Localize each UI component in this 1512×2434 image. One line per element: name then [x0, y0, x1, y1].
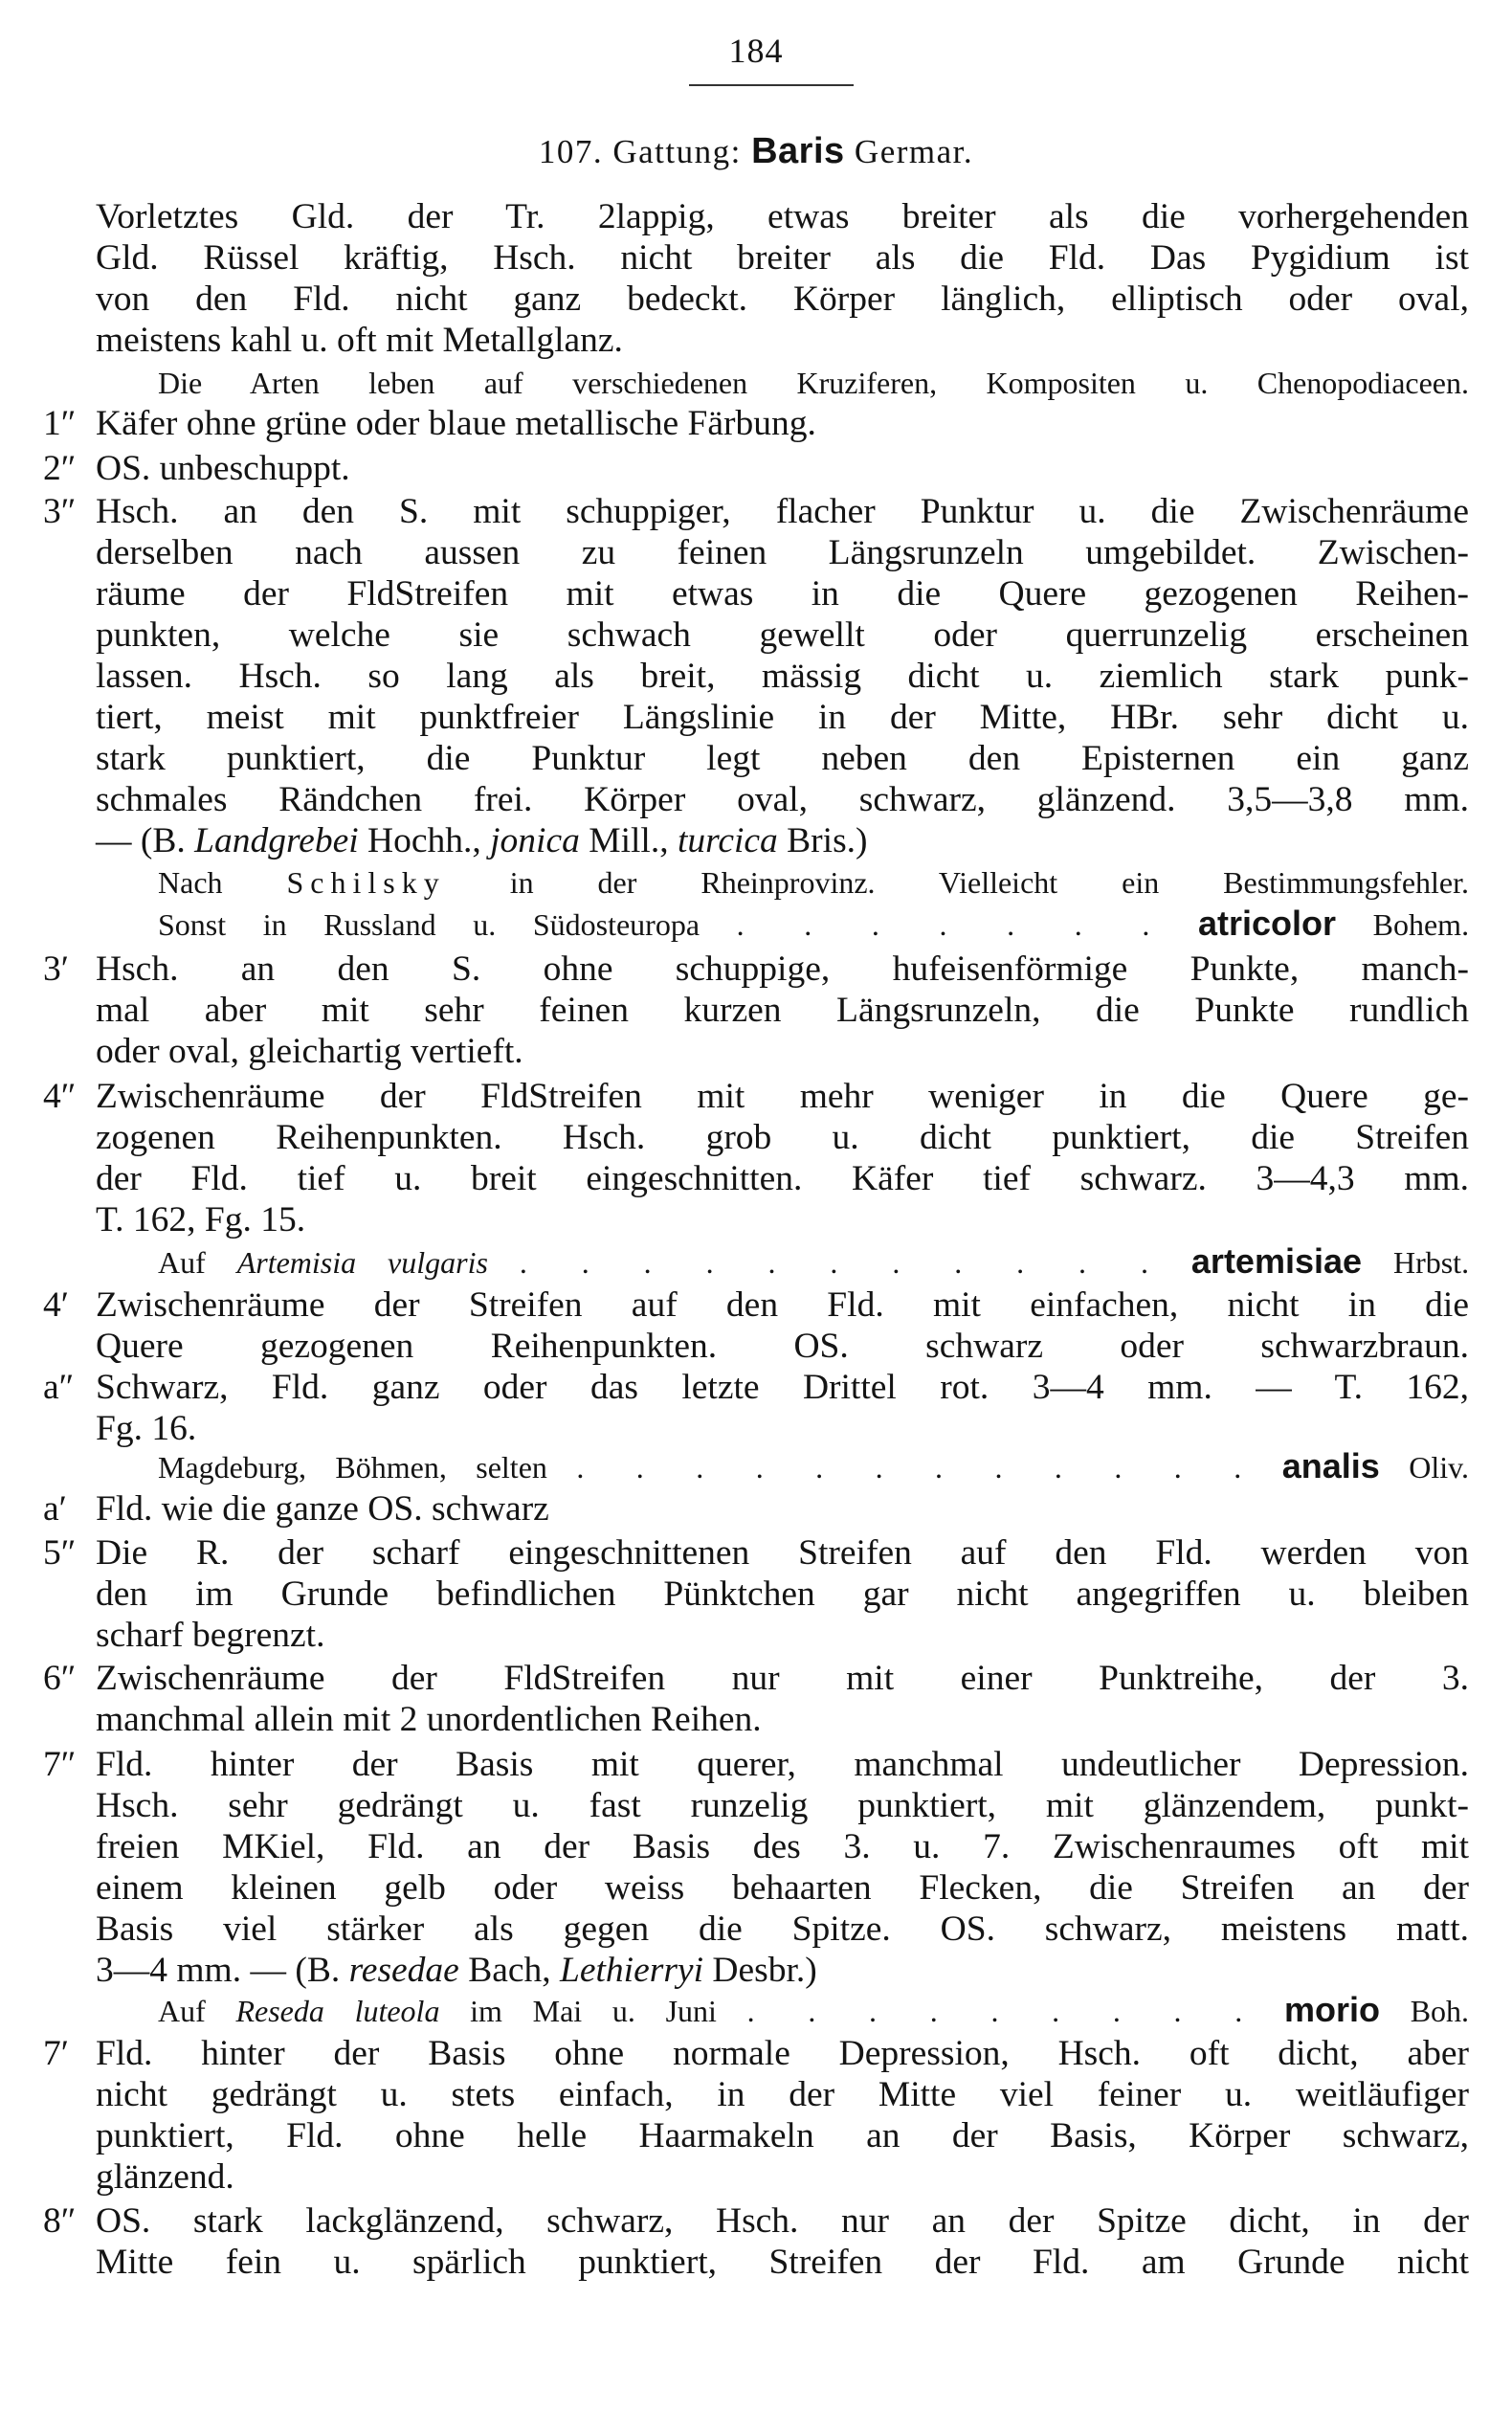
couplet-7-line	[43, 1744, 1469, 1786]
page-number-rule	[689, 84, 854, 86]
couplet-4b-line	[43, 1284, 1469, 1327]
couplet-4-line: der Fld. tief u. breit eingeschnitten. Käfer tief schwarz. 3—4,3 mm.	[96, 1159, 1469, 1198]
species-line	[158, 1989, 1469, 2032]
synonym-prefix: 3—4 mm. — (B.	[96, 1951, 341, 1990]
couplet-a-line: Fg. 16.	[96, 1409, 197, 1448]
couplet-7-line: freien MKiel, Fld. an der Basis des 3. u. 7. Zwischenraumes oft mit	[96, 1827, 1469, 1866]
host-plant: Reseda luteola	[235, 1994, 440, 2028]
couplet-text: OS. stark lackglänzend, schwarz, Hsch. nur an der Spitze dicht, in der	[96, 2201, 1469, 2241]
couplet-text: Zwischenräume der Streifen auf den Fld. mit einfachen, nicht in die	[96, 1285, 1469, 1325]
synonym-author: Bach,	[468, 1951, 551, 1990]
couplet-ab	[43, 1488, 1469, 1530]
couplet-4-line: T. 162, Fg. 15.	[96, 1200, 306, 1239]
couplet-mark: 3′	[43, 949, 69, 989]
couplet-7b-line: nicht gedrängt u. stets einfach, in der Mitte viel feiner u. weitläufiger	[96, 2075, 1469, 2114]
couplet-text: Zwischenräume der FldStreifen nur mit einer Punktreihe, der 3.	[96, 1659, 1469, 1698]
couplet-text: OS. unbeschuppt.	[96, 449, 350, 488]
couplet-3-line: tiert, meist mit punktfreier Längslinie in der Mitte, HBr. sehr dicht u.	[96, 698, 1469, 737]
couplet-7-line: Hsch. sehr gedrängt u. fast runzelig punktiert, mit glänzendem, punkt-	[96, 1786, 1469, 1825]
couplet-3-line: stark punktiert, die Punktur legt neben den Episternen ein ganz	[96, 739, 1469, 778]
couplet-3-line: punkten, welche sie schwach gewellt oder querrunzelig erscheinen	[96, 615, 1469, 655]
synonym-line	[96, 820, 1469, 862]
genus-author: Germar.	[854, 133, 974, 170]
synonym-author: Mill.,	[589, 821, 669, 860]
species-author: Hrbst.	[1392, 1245, 1470, 1280]
couplet-mark: 4″	[43, 1077, 77, 1116]
genus-heading	[0, 131, 1512, 172]
distribution-text: Sonst in Russland u. Südosteuropa	[158, 907, 700, 942]
synonym-name: Lethierryi	[560, 1951, 703, 1990]
couplet-3-line: derselben nach aussen zu feinen Längsrunzeln umgebildet. Zwischen-	[96, 533, 1469, 572]
couplet-7b-line: punktiert, Fld. ohne helle Haarmakeln an der Basis, Körper schwarz,	[96, 2116, 1469, 2155]
couplet-5-line	[43, 1532, 1469, 1574]
intro-line: Gld. Rüssel kräftig, Hsch. nicht breiter als die Fld. Das Pygidium ist	[96, 238, 1469, 278]
couplet-text: Fld. hinter der Basis ohne normale Depression, Hsch. oft dicht, aber	[96, 2034, 1469, 2073]
couplet-text: Hsch. an den S. ohne schuppige, hufeisenförmige Punkte, manch-	[96, 949, 1469, 989]
couplet-3b-line	[43, 949, 1469, 991]
couplet-6-line	[43, 1658, 1469, 1700]
leader-dots: . . . . . . .	[736, 907, 1162, 942]
couplet-text: Fld. hinter der Basis mit querer, manchmal undeutlicher Depression.	[96, 1745, 1469, 1784]
season-text: im Mai u. Juni	[470, 1994, 717, 2028]
couplet-text: Zwischenräume der FldStreifen mit mehr weniger in die Quere ge-	[96, 1077, 1469, 1116]
distribution-text: Magdeburg, Böhmen, selten	[158, 1450, 547, 1485]
note-text: in der Rheinprovinz. Vielleicht ein Bestimmungsfehler.	[509, 865, 1470, 900]
couplet-text: Die R. der scharf eingeschnittenen Streifen auf den Fld. werden von	[96, 1533, 1469, 1573]
synonym-line	[96, 1950, 1469, 1992]
couplet-3-line: lassen. Hsch. so lang als breit, mässig dicht u. ziemlich stark punk-	[96, 657, 1469, 696]
couplet-6-line: manchmal allein mit 2 unordentlichen Reihen.	[96, 1700, 762, 1739]
synonym-name: Landgrebei	[194, 821, 359, 860]
page-number: 184	[728, 32, 784, 70]
couplet-3-line	[43, 491, 1469, 533]
species-line	[158, 1445, 1469, 1488]
leader-dots: . . . . . . . . . . . .	[576, 1450, 1254, 1485]
couplet-mark: 1″	[43, 404, 77, 443]
couplet-text: Käfer ohne grüne oder blaue metallische Färbung.	[96, 404, 816, 443]
intro-line: meistens kahl u. oft mit Metallglanz.	[96, 321, 623, 360]
record-note	[158, 861, 1469, 904]
leader-dots: . . . . . . . . .	[746, 1994, 1255, 2028]
couplet-5-line: scharf begrenzt.	[96, 1616, 325, 1655]
couplet-7-line: Basis viel stärker als gegen die Spitze. OS. schwarz, meistens matt.	[96, 1909, 1469, 1949]
couplet-text: Hsch. an den S. mit schuppiger, flacher Punktur u. die Zwischenräume	[96, 492, 1469, 531]
species-name: artemisiae	[1190, 1241, 1363, 1281]
leader-dots: . . . . . . . . . . .	[519, 1245, 1160, 1280]
couplet-a-line	[43, 1367, 1469, 1409]
couplet-8-line: Mitte fein u. spärlich punktiert, Streifen der Fld. am Grunde nicht	[96, 2243, 1469, 2282]
species-name: analis	[1281, 1446, 1380, 1485]
species-author: Boh.	[1410, 1994, 1470, 2028]
synonym-author: Hochh.,	[367, 821, 481, 860]
couplet-3b-line: mal aber mit sehr feinen kurzen Längsrunzeln, die Punkte rundlich	[96, 991, 1469, 1030]
couplet-4-line: zogenen Reihenpunkten. Hsch. grob u. dicht punktiert, die Streifen	[96, 1118, 1469, 1157]
intro-line: von den Fld. nicht ganz bedeckt. Körper länglich, elliptisch oder oval,	[96, 279, 1469, 319]
couplet-mark: 7″	[43, 1745, 77, 1784]
couplet-mark: 7′	[43, 2034, 69, 2073]
couplet-mark: 5″	[43, 1533, 77, 1573]
couplet-mark: 4′	[43, 1285, 69, 1325]
species-name: atricolor	[1197, 904, 1336, 943]
couplet-mark: 3″	[43, 492, 77, 531]
synonym-name: resedae	[348, 1951, 459, 1990]
couplet-3-line: räume der FldStreifen mit etwas in die Quere gezogenen Reihen-	[96, 574, 1469, 614]
species-line	[158, 1240, 1469, 1284]
couplet-3b-line: oder oval, gleichartig vertieft.	[96, 1032, 523, 1071]
couplet-mark: 6″	[43, 1659, 77, 1698]
heading-prefix: 107. Gattung:	[538, 133, 742, 170]
host-prefix: Auf	[158, 1994, 206, 2028]
couplet-1	[43, 403, 1469, 445]
couplet-4b-line: Quere gezogenen Reihenpunkten. OS. schwarz oder schwarzbraun.	[96, 1327, 1469, 1366]
couplet-8-line	[43, 2200, 1469, 2243]
synonym-prefix: — (B.	[96, 821, 186, 860]
collector-name: Schilsky	[286, 865, 446, 900]
intro-line: Vorletztes Gld. der Tr. 2lappig, etwas breiter als die vorhergehenden	[96, 197, 1469, 236]
couplet-5-line: den im Grunde befindlichen Pünktchen gar nicht angegriffen u. bleiben	[96, 1574, 1469, 1614]
species-name: morio	[1283, 1990, 1380, 2029]
species-author: Oliv.	[1409, 1450, 1470, 1485]
couplet-mark: 2″	[43, 449, 77, 488]
couplet-7b-line	[43, 2033, 1469, 2075]
genus-name: Baris	[751, 131, 845, 171]
couplet-7-line: einem kleinen gelb oder weiss behaarten Flecken, die Streifen an der	[96, 1868, 1469, 1908]
host-plant: Artemisia vulgaris	[236, 1245, 488, 1280]
species-author: Bohem.	[1372, 907, 1470, 942]
couplet-mark: a″	[43, 1368, 75, 1407]
couplet-4-line	[43, 1076, 1469, 1118]
synonym-name: turcica	[677, 821, 778, 860]
synonym-author: Desbr.)	[712, 1951, 817, 1990]
couplet-mark: 8″	[43, 2201, 77, 2241]
couplet-text: Schwarz, Fld. ganz oder das letzte Drittel rot. 3—4 mm. — T. 162,	[96, 1368, 1469, 1407]
couplet-3-line: schmales Rändchen frei. Körper oval, schwarz, glänzend. 3,5—3,8 mm.	[96, 780, 1469, 819]
synonym-name: jonica	[490, 821, 580, 860]
couplet-text: Fld. wie die ganze OS. schwarz	[96, 1489, 549, 1529]
couplet-7b-line: glänzend.	[96, 2157, 234, 2197]
couplet-mark: a′	[43, 1489, 67, 1529]
host-note: Die Arten leben auf verschiedenen Kruziferen, Kompositen u. Chenopodiaceen.	[158, 366, 1469, 400]
host-prefix: Auf	[158, 1245, 206, 1280]
species-line	[158, 903, 1469, 946]
synonym-author: Bris.)	[787, 821, 868, 860]
couplet-2	[43, 448, 1469, 490]
note-text: Nach	[158, 865, 223, 900]
